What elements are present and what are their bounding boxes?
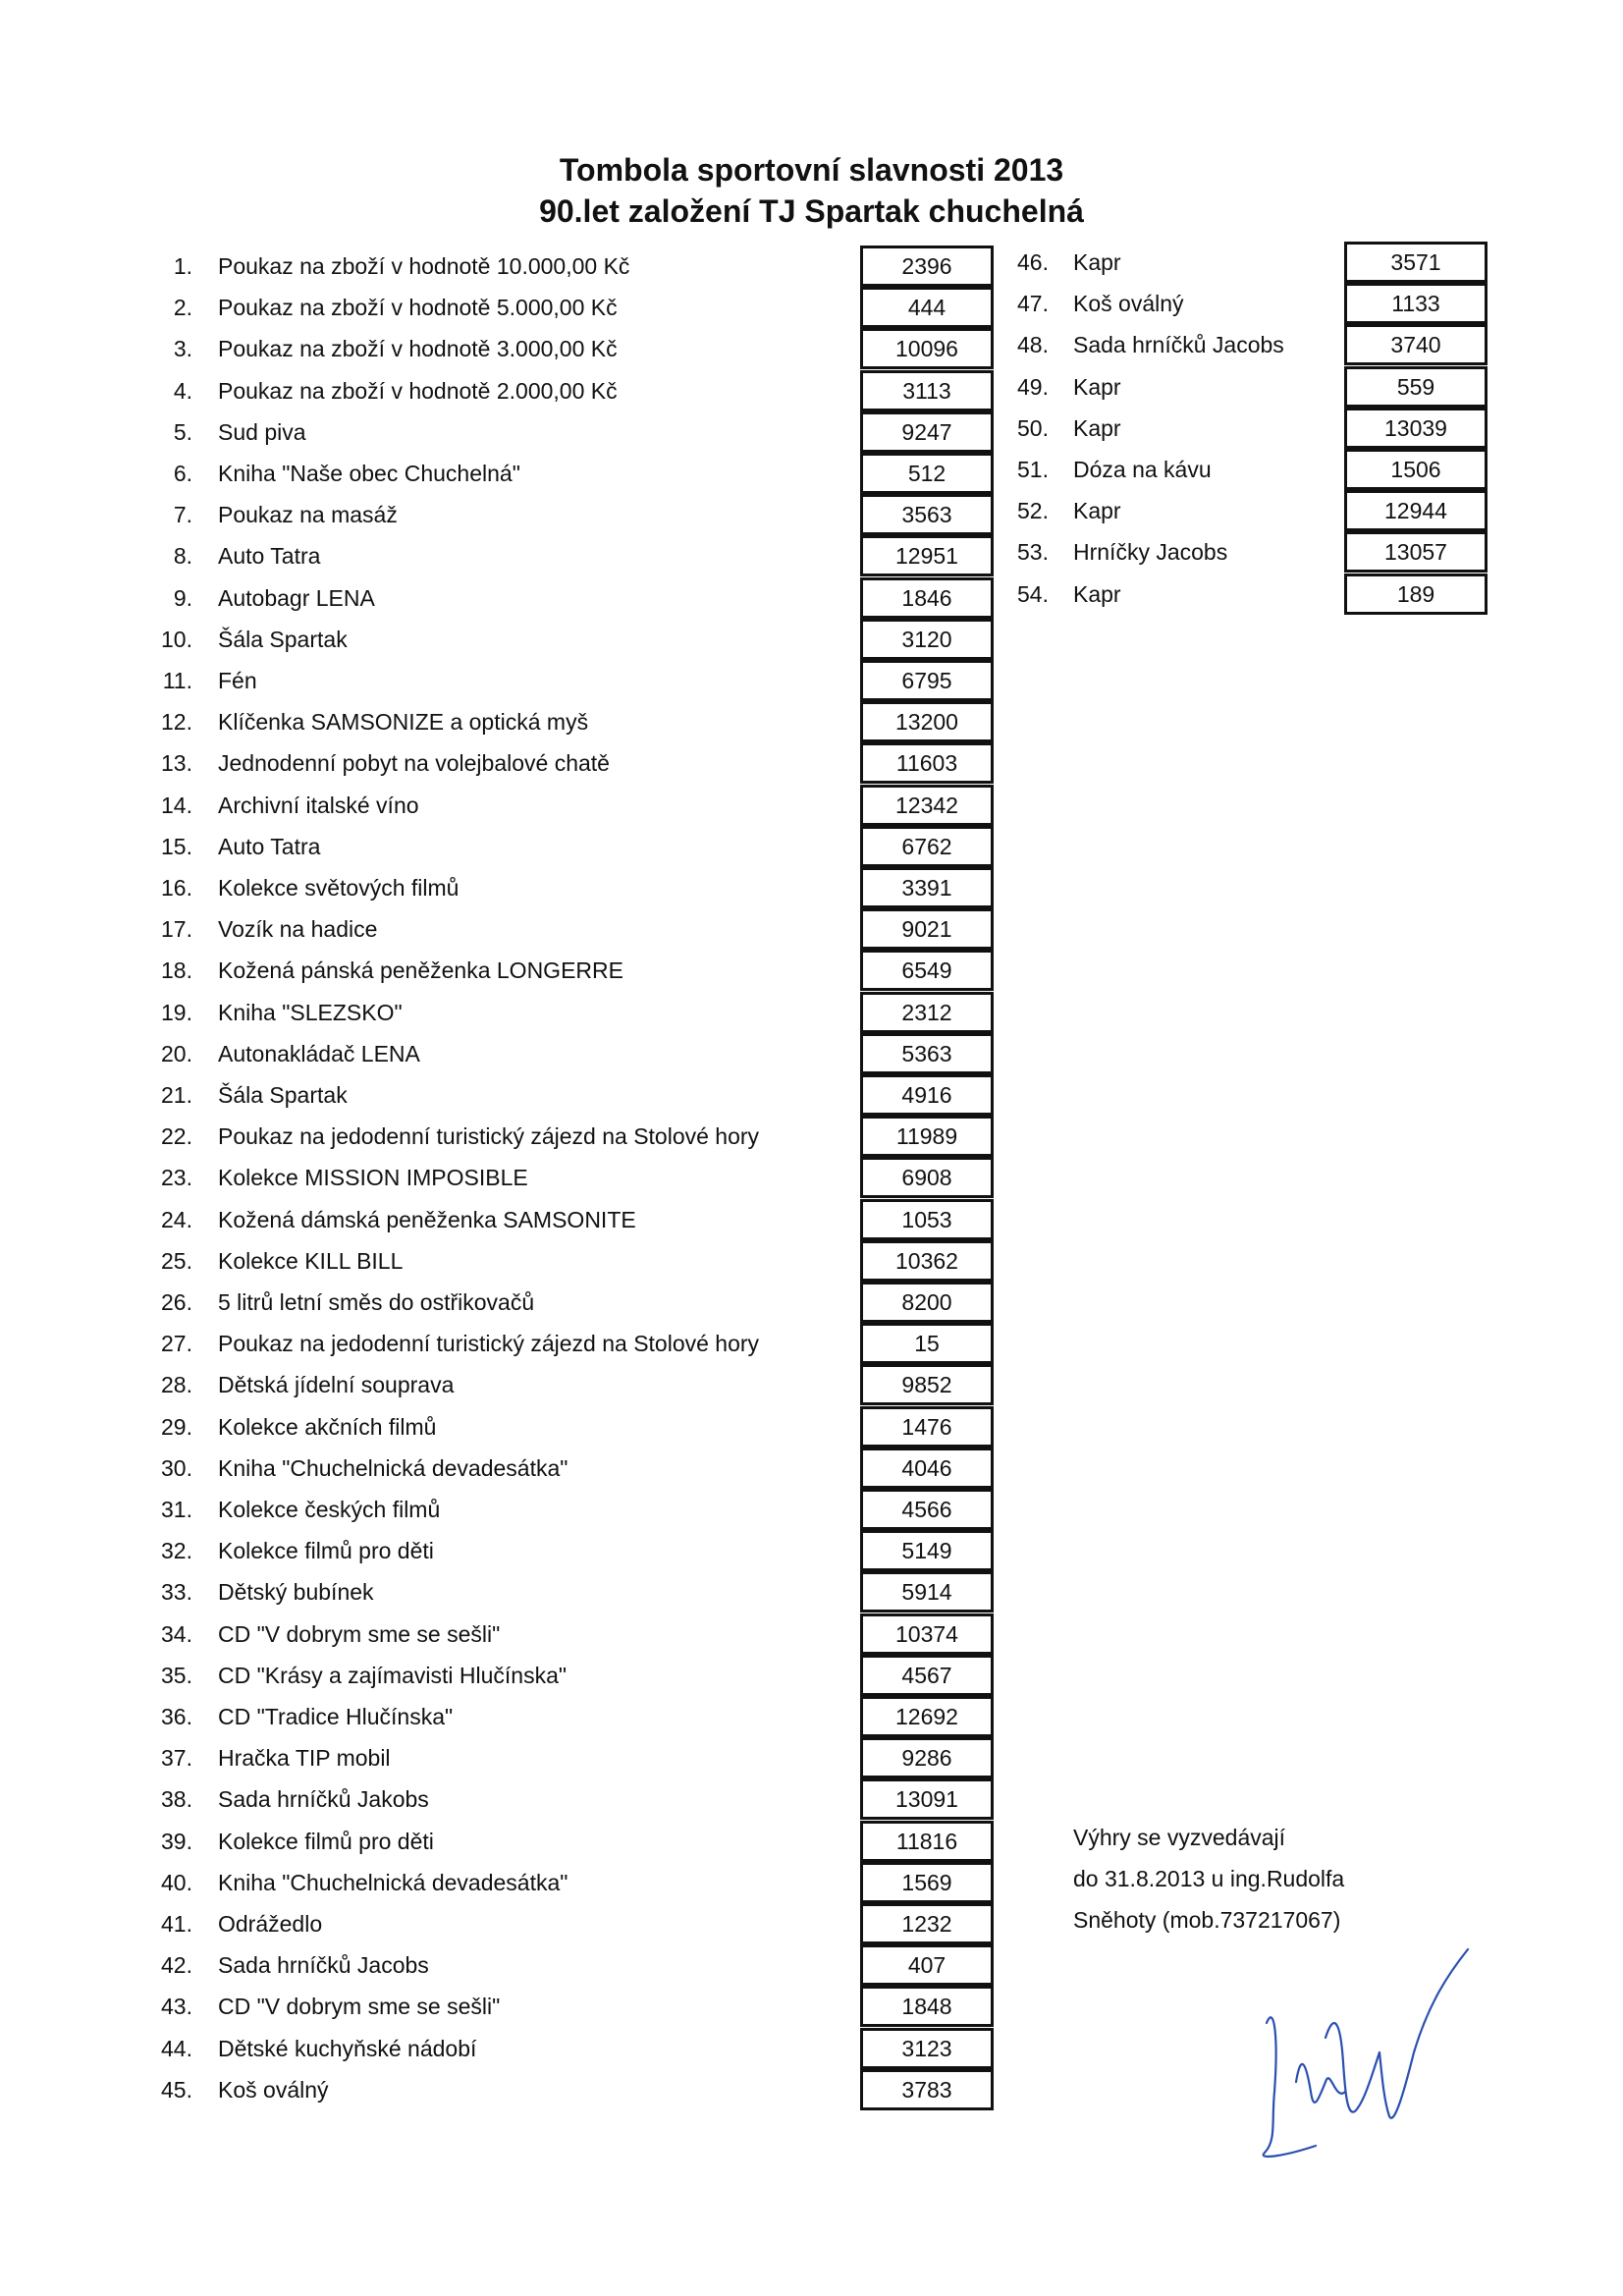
winning-ticket-number: 15 <box>860 1323 994 1364</box>
prize-number: 26. <box>161 1289 192 1315</box>
prize-number: 23. <box>161 1165 192 1191</box>
prize-name: Hračka TIP mobil <box>218 1745 391 1772</box>
winning-ticket-number: 6908 <box>860 1157 994 1198</box>
winning-ticket-number: 4046 <box>860 1448 994 1489</box>
prize-name: Poukaz na zboží v hodnotě 5.000,00 Kč <box>218 295 618 321</box>
winning-ticket-number: 1232 <box>860 1903 994 1944</box>
prize-number: 18. <box>161 957 192 984</box>
prize-number: 12. <box>161 709 192 736</box>
prize-number: 40. <box>161 1869 192 1895</box>
prize-name: Kapr <box>1073 580 1121 607</box>
prize-name: Auto Tatra <box>218 833 321 859</box>
winning-ticket-number: 11603 <box>860 742 994 784</box>
winning-ticket-number: 189 <box>1344 574 1488 615</box>
prize-number: 45. <box>161 2076 192 2103</box>
prize-name: Kolekce filmů pro děti <box>218 1538 434 1564</box>
winning-ticket-number: 10096 <box>860 328 994 369</box>
winning-ticket-number: 1506 <box>1344 449 1488 490</box>
winning-ticket-number: 9021 <box>860 908 994 950</box>
prize-name: Kniha "Naše obec Chuchelná" <box>218 461 520 486</box>
winning-ticket-number: 6549 <box>860 950 994 991</box>
prize-name: Šála Spartak <box>218 626 348 652</box>
prize-name: Kožená pánská peněženka LONGERRE <box>218 957 623 984</box>
prize-number: 48. <box>1017 332 1049 358</box>
winning-ticket-number: 13039 <box>1344 408 1488 449</box>
prize-number: 19. <box>161 999 192 1025</box>
prize-number: 4. <box>173 377 192 404</box>
prize-number: 5. <box>173 418 192 445</box>
prize-name: Dóza na kávu <box>1073 457 1212 482</box>
document-subtitle: 90.let založení TJ Spartak chuchelná <box>539 193 1084 229</box>
winning-ticket-number: 13200 <box>860 701 994 742</box>
winning-ticket-number: 1848 <box>860 1986 994 2027</box>
prize-name: CD "Krásy a zajímavisti Hlučínska" <box>218 1662 568 1688</box>
prize-name: Sud piva <box>218 418 306 445</box>
prize-name: Kolekce českých filmů <box>218 1497 441 1522</box>
prize-name: Kolekce filmů pro děti <box>218 1828 434 1854</box>
prize-number: 6. <box>173 461 192 486</box>
prize-number: 8. <box>173 543 192 570</box>
prize-number: 20. <box>161 1040 192 1066</box>
winning-ticket-number: 9247 <box>860 411 994 453</box>
prize-number: 44. <box>161 2035 192 2061</box>
winning-ticket-number: 3120 <box>860 619 994 660</box>
prize-number: 27. <box>161 1331 192 1357</box>
prize-number: 36. <box>161 1704 192 1729</box>
winning-ticket-number: 6762 <box>860 826 994 867</box>
prize-number: 52. <box>1017 498 1049 524</box>
prize-name: Vozík na hadice <box>218 916 378 943</box>
prize-number: 32. <box>161 1538 192 1564</box>
prize-name: CD "V dobrym sme se sešli" <box>218 1620 501 1647</box>
prize-number: 9. <box>173 584 192 611</box>
prize-name: Klíčenka SAMSONIZE a optická myš <box>218 709 589 736</box>
prize-number: 17. <box>161 916 192 943</box>
prize-name: Archivní italské víno <box>218 792 419 818</box>
prize-name: Poukaz na jedodenní turistický zájezd na Stolové hory <box>218 1331 760 1357</box>
winning-ticket-number: 1569 <box>860 1862 994 1903</box>
prize-number: 37. <box>161 1745 192 1772</box>
winning-ticket-number: 5914 <box>860 1571 994 1613</box>
winning-ticket-number: 5149 <box>860 1530 994 1571</box>
winning-ticket-number: 13091 <box>860 1778 994 1820</box>
prize-name: Poukaz na jedodenní turistický zájezd na Stolové hory <box>218 1123 760 1150</box>
prize-name: Jednodenní pobyt na volejbalové chatě <box>218 750 610 777</box>
prize-name: Koš oválný <box>218 2076 329 2103</box>
prize-name: Kniha "Chuchelnická devadesátka" <box>218 1454 568 1481</box>
prize-number: 39. <box>161 1828 192 1854</box>
winning-ticket-number: 10362 <box>860 1240 994 1282</box>
prize-name: Kapr <box>1073 414 1121 441</box>
prize-name: Fén <box>218 668 257 693</box>
winning-ticket-number: 4566 <box>860 1489 994 1530</box>
prize-number: 46. <box>1017 249 1049 275</box>
prize-number: 22. <box>161 1123 192 1150</box>
winning-ticket-number: 12951 <box>860 535 994 576</box>
winning-ticket-number: 3391 <box>860 867 994 908</box>
prize-number: 51. <box>1017 457 1049 482</box>
pickup-note-line-2: do 31.8.2013 u ing.Rudolfa <box>1073 1866 1345 1891</box>
prize-name: Kolekce světových filmů <box>218 875 460 901</box>
prize-number: 15. <box>161 833 192 859</box>
prize-number: 24. <box>161 1206 192 1232</box>
winning-ticket-number: 4916 <box>860 1074 994 1116</box>
winning-ticket-number: 13057 <box>1344 531 1488 573</box>
prize-number: 14. <box>161 792 192 818</box>
document-title: Tombola sportovní slavnosti 2013 <box>559 152 1064 188</box>
prize-name: Sada hrníčků Jacobs <box>218 1952 429 1979</box>
prize-number: 11. <box>162 668 192 693</box>
winning-ticket-number: 11816 <box>860 1821 994 1862</box>
handwritten-signature <box>1257 1944 1492 2170</box>
prize-name: Poukaz na zboží v hodnotě 2.000,00 Kč <box>218 377 618 404</box>
winning-ticket-number: 10374 <box>860 1613 994 1655</box>
prize-name: Autobagr LENA <box>218 584 375 611</box>
prize-name: Kapr <box>1073 373 1121 400</box>
prize-number: 54. <box>1017 580 1049 607</box>
prize-number: 53. <box>1017 539 1049 566</box>
prize-number: 35. <box>161 1662 192 1688</box>
prize-name: CD "V dobrym sme se sešli" <box>218 1994 501 2020</box>
winning-ticket-number: 3113 <box>860 370 994 411</box>
prize-name: Autonakládač LENA <box>218 1040 420 1066</box>
winning-ticket-number: 3783 <box>860 2069 994 2110</box>
winning-ticket-number: 1846 <box>860 577 994 619</box>
prize-number: 10. <box>161 626 192 652</box>
prize-name: Kolekce akčních filmů <box>218 1413 437 1440</box>
prize-number: 16. <box>161 875 192 901</box>
prize-name: Kapr <box>1073 498 1121 524</box>
prize-name: Kapr <box>1073 249 1121 275</box>
winning-ticket-number: 2312 <box>860 992 994 1033</box>
prize-number: 34. <box>161 1620 192 1647</box>
prize-number: 43. <box>161 1994 192 2020</box>
prize-name: Poukaz na zboží v hodnotě 10.000,00 Kč <box>218 253 630 279</box>
winning-ticket-number: 9852 <box>860 1364 994 1405</box>
prize-number: 33. <box>161 1579 192 1606</box>
prize-number: 29. <box>161 1413 192 1440</box>
winning-ticket-number: 3740 <box>1344 324 1488 365</box>
prize-name: Kniha "SLEZSKO" <box>218 999 403 1025</box>
prize-number: 41. <box>161 1911 192 1937</box>
winning-ticket-number: 3563 <box>860 494 994 535</box>
winning-ticket-number: 11989 <box>860 1116 994 1157</box>
prize-name: Šála Spartak <box>218 1082 348 1108</box>
winning-ticket-number: 512 <box>860 453 994 494</box>
winning-ticket-number: 5363 <box>860 1033 994 1074</box>
winning-ticket-number: 12342 <box>860 785 994 826</box>
prize-name: Koš oválný <box>1073 291 1184 317</box>
prize-number: 21. <box>161 1082 192 1108</box>
pickup-note-line-1: Výhry se vyzvedávají <box>1073 1825 1286 1850</box>
prize-name: Kniha "Chuchelnická devadesátka" <box>218 1869 568 1895</box>
prize-name: 5 litrů letní směs do ostřikovačů <box>218 1289 535 1315</box>
prize-number: 50. <box>1017 414 1049 441</box>
prize-name: Poukaz na zboží v hodnotě 3.000,00 Kč <box>218 336 618 362</box>
winning-ticket-number: 9286 <box>860 1737 994 1778</box>
winning-ticket-number: 6795 <box>860 660 994 701</box>
winning-ticket-number: 3571 <box>1344 242 1488 283</box>
prize-name: Dětské kuchyňské nádobí <box>218 2035 477 2061</box>
prize-name: CD "Tradice Hlučínska" <box>218 1704 454 1729</box>
winning-ticket-number: 2396 <box>860 246 994 287</box>
prize-number: 49. <box>1017 373 1049 400</box>
winning-ticket-number: 1476 <box>860 1406 994 1448</box>
winning-ticket-number: 1053 <box>860 1199 994 1240</box>
winning-ticket-number: 407 <box>860 1944 994 1986</box>
prize-number: 3. <box>173 336 192 362</box>
winning-ticket-number: 444 <box>860 287 994 328</box>
prize-name: Kolekce KILL BILL <box>218 1247 404 1274</box>
prize-number: 28. <box>161 1372 192 1398</box>
pickup-note-line-3: Sněhoty (mob.737217067) <box>1073 1907 1341 1933</box>
prize-name: Sada hrníčků Jakobs <box>218 1786 429 1813</box>
prize-number: 30. <box>161 1454 192 1481</box>
prize-number: 13. <box>161 750 192 777</box>
prize-name: Hrníčky Jacobs <box>1073 539 1228 566</box>
prize-number: 25. <box>161 1247 192 1274</box>
winning-ticket-number: 8200 <box>860 1282 994 1323</box>
prize-number: 2. <box>173 295 192 321</box>
prize-number: 1. <box>173 253 192 279</box>
prize-number: 38. <box>161 1786 192 1813</box>
prize-name: Sada hrníčků Jacobs <box>1073 332 1284 358</box>
prize-name: Odrážedlo <box>218 1911 323 1937</box>
prize-name: Dětská jídelní souprava <box>218 1372 455 1398</box>
winning-ticket-number: 12944 <box>1344 490 1488 531</box>
prize-number: 47. <box>1017 291 1049 317</box>
winning-ticket-number: 3123 <box>860 2028 994 2069</box>
winning-ticket-number: 4567 <box>860 1655 994 1696</box>
prize-number: 42. <box>161 1952 192 1979</box>
winning-ticket-number: 559 <box>1344 366 1488 408</box>
prize-name: Kožená dámská peněženka SAMSONITE <box>218 1206 636 1232</box>
winning-ticket-number: 12692 <box>860 1696 994 1737</box>
prize-number: 7. <box>173 502 192 528</box>
prize-number: 31. <box>161 1497 192 1522</box>
prize-name: Poukaz na masáž <box>218 502 398 528</box>
prize-name: Dětský bubínek <box>218 1579 374 1606</box>
prize-name: Kolekce MISSION IMPOSIBLE <box>218 1165 528 1191</box>
prize-name: Auto Tatra <box>218 543 321 570</box>
winning-ticket-number: 1133 <box>1344 283 1488 324</box>
